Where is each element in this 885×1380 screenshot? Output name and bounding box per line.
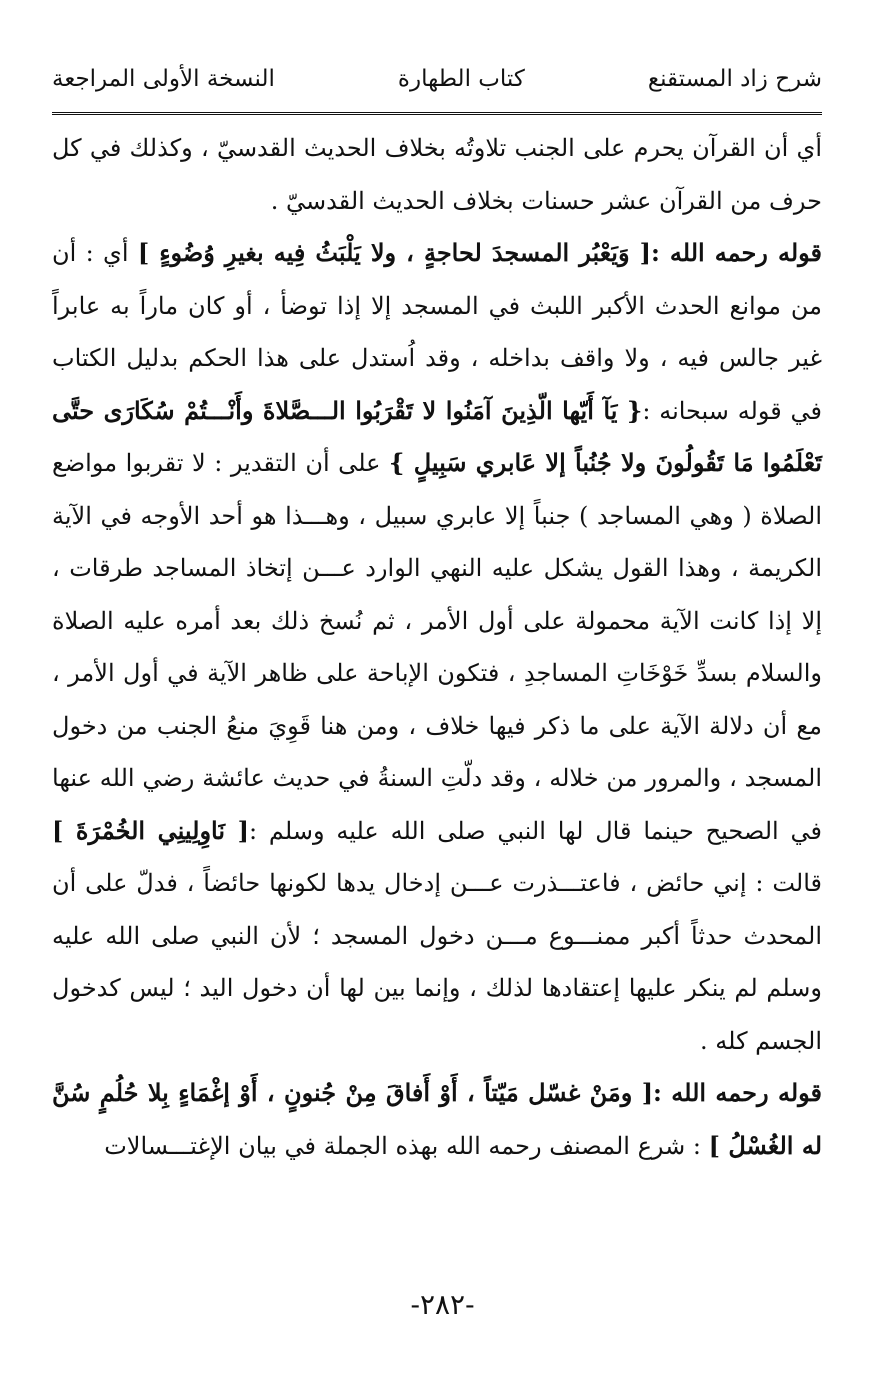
quoted-matn: قوله رحمه الله :[ وَيَعْبُر المسجدَ لحاجةٍ ، ولا يَلْبَثُ فِيه بغيرِ وُضُوءٍ ] <box>137 238 822 267</box>
text-segment: أي : أن من موانع الحدث الأكبر اللبث في المسجد إلا إذا توضأ ، أو كان ماراً به عابراً غير جالس فيه ، ولا واقف بداخله ، وقد اُستدل على هذا الحكم بدليل الكتاب في قوله سبحانه : <box>52 239 823 425</box>
text-segment: على أن التقدير : لا تقربوا مواضع الصلاة ( وهي المساجد ) جنباً إلا عابري سبيل ، وهـــذا هو أحد الأوجه في الآية الكريمة ، وهذا القول يشكل عليه النهي الوارد عـــن إتخاذ المساجد طرقات ، إلا إذا كانت الآية محمولة على أول الأمر ، ثم نُسخ ذلك بعد أمره عليه الصلاة والسلام بسدِّ خَوْخَاتِ المساجدِ ، فتكون الإباحة على ظاهر الآية في أول الأمر ، مع أن دلالة الآية على ما ذكر فيها خلاف ، ومن هنا قَوِيَ منعُ الجنب من دخول المسجد ، والمرور من خلاله ، وقد دلّتِ السنةُ في حديث عائشة رضي الله عنها في الصحيح حينما قال لها النبي صلى الله عليه وسلم : <box>52 449 823 845</box>
running-header <box>52 54 822 104</box>
quran-verse: { يَآ أَيّها الّذِينَ آمَنُوا لا تَقْرَبُوا الـــصَّلاةَ وأَنْـــتُمْ سُكَارَى حتَّى تَعْلَمُوا مَا تَقُولُونَ ولا جُنُباً إلا عَابري سَبِيلٍ } <box>52 395 822 477</box>
quoted-matn: قوله رحمه الله :[ ومَنْ غسّل مَيّتاً ، أَوْ أَفاقَ مِنْ جُنونٍ ، أَوْ إغْمَاءٍ بِلا حُلُمٍ سُنَّ له الغُسْلُ ] <box>52 1078 822 1160</box>
header-edition: النسخة الأولى المراجعة <box>52 66 275 92</box>
text-segment: قالت : إني حائض ، فاعتـــذرت عـــن إدخال يدها لكونها حائضاً ، فدلّ على أن المحدث حدثاً أكبر ممنـــوع مـــن دخول المسجد ؛ لأن النبي صلى الله عليه وسلم لم ينكر عليها إعتقادها لذلك ، وإنما بين لها أن دخول اليد ؛ ليس كدخول الجسم كله . <box>52 869 823 1055</box>
hadith-quote: [ نَاوِلِينِي الخُمْرَةَ ] <box>52 815 249 845</box>
text-segment: أي أن القرآن يحرم على الجنب تلاوتُه بخلاف الحديث القدسيّ ، وكذلك في كل حرف من القرآن عشر حسنات بخلاف الحديث القدسيّ . <box>52 134 822 215</box>
page-number: -٢٨٢- <box>410 1288 475 1321</box>
page-body <box>52 122 822 1172</box>
paragraph-3 <box>52 1067 822 1172</box>
paragraph-1 <box>52 122 822 227</box>
header-divider <box>52 112 822 115</box>
text-segment: : شرع المصنف رحمه الله بهذه الجملة في بيان الإغتـــسالات <box>104 1131 709 1160</box>
header-book-title: شرح زاد المستقنع <box>647 66 822 92</box>
paragraph-2 <box>52 227 822 1067</box>
header-chapter: كتاب الطهارة <box>397 66 525 92</box>
